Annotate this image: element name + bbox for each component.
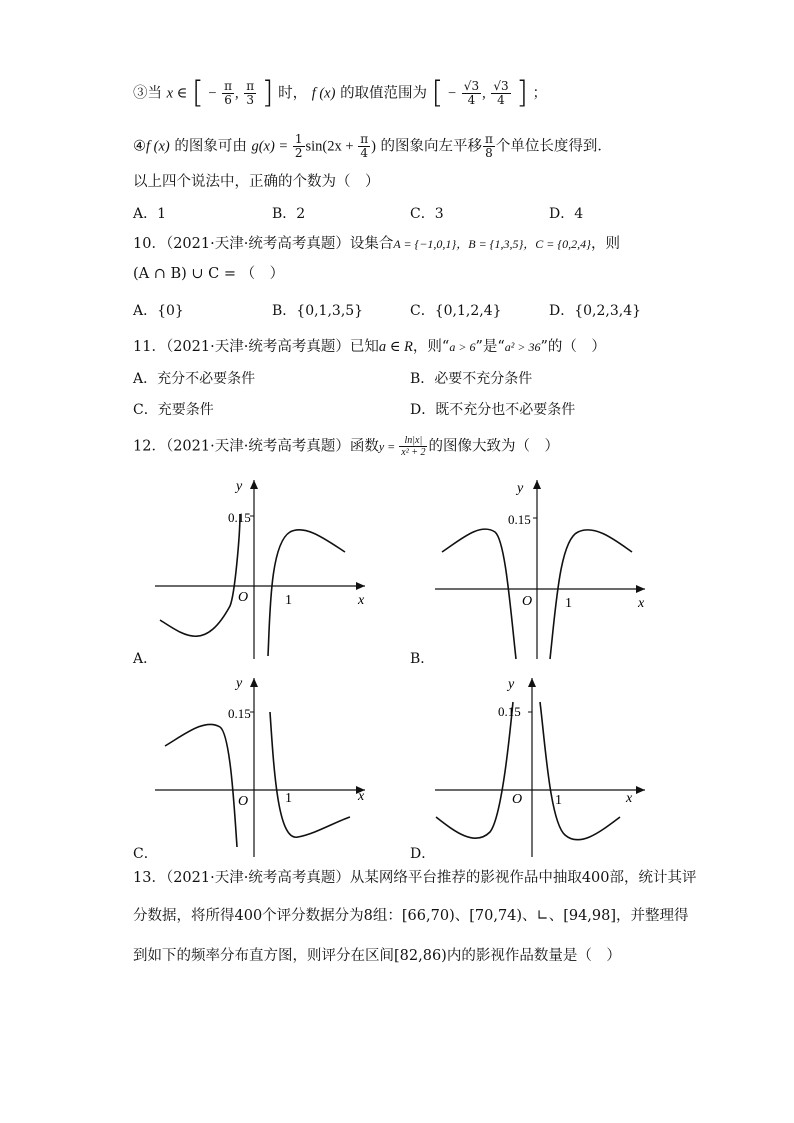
graph-c-x-label: x <box>358 789 365 804</box>
graph-d[interactable] <box>420 672 660 862</box>
graph-d-y-label: y <box>508 677 515 692</box>
graph-a[interactable] <box>140 474 380 664</box>
q12-stem: 12．（2021·天津·统考高考真题）函数y = $\frac{\ln|x|}{\text{x² + 2}}$ 的图像大致为（ ） <box>133 435 559 458</box>
q10-option-d[interactable]: D．{0,2,3,4} <box>549 303 642 319</box>
graph-b-x-label: x <box>638 596 645 611</box>
graph-a-x-tick: 1 <box>285 593 292 608</box>
graph-a-origin: O <box>238 590 249 605</box>
graph-b-y-label: y <box>517 481 524 496</box>
q13-line1: 13．（2021·天津·统考高考真题）从某网络平台推荐的影视作品中抽取400部，统计其评 <box>133 870 697 886</box>
q13-line3: 到如下的频率分布直方图，则评分在区间[82,86)内的影视作品数量是（ ） <box>133 948 621 964</box>
graph-d-x-tick: 1 <box>555 793 562 808</box>
shift-fraction: $\frac{\pi}{8}$ <box>485 132 493 160</box>
bracket-open: [ <box>192 75 204 111</box>
graph-b-x-tick: 1 <box>565 596 572 611</box>
q10-option-c[interactable]: C．{0,1,2,4} <box>410 303 502 319</box>
graph-a-y-label: y <box>236 479 243 494</box>
x-in: x ∈ <box>166 85 188 102</box>
q9-option-c[interactable]: C．3 <box>410 206 444 222</box>
graph-d-y-tick: 0.15 <box>498 704 521 719</box>
q9-option-b[interactable]: B．2 <box>272 206 306 222</box>
range-text: 的取值范围为 <box>340 85 428 102</box>
fx: f (x) <box>311 85 336 102</box>
item3-mid: 时， <box>278 85 308 102</box>
range-upper-fraction: $\frac{√3}{4}$ <box>493 79 509 107</box>
graph-d-x-label: x <box>626 791 633 806</box>
graph-c-origin: O <box>238 794 249 809</box>
graph-a-y-tick: 0.15 <box>228 510 251 525</box>
item3-prefix: ③当 <box>133 85 162 102</box>
graph-b-y-tick: 0.15 <box>508 512 531 527</box>
q10-option-b[interactable]: B．{0,1,3,5} <box>272 303 364 319</box>
pi-over-4: $\frac{\pi}{4}$ <box>360 132 369 160</box>
q9-option-a[interactable]: A．1 <box>133 206 167 222</box>
graph-b-origin: O <box>522 594 533 609</box>
graph-b[interactable] <box>420 474 660 664</box>
q9-option-d[interactable]: D．4 <box>549 206 584 222</box>
q11-option-a[interactable]: A．充分不必要条件 <box>133 371 256 387</box>
range-lower-fraction: $\frac{√3}{4}$ <box>463 79 480 107</box>
q11-option-d[interactable]: D．既不充分也不必要条件 <box>410 402 576 418</box>
graph-c-y-tick: 0.15 <box>228 706 251 721</box>
graph-b-label[interactable]: B． <box>410 651 435 667</box>
function-fraction: $\frac{\ln|x|}{\text{x² + 2}}$ <box>401 435 426 458</box>
graph-a-x-label: x <box>358 593 365 608</box>
half-fraction: $\frac{1}{2}$ <box>294 132 303 160</box>
graph-a-label[interactable]: A． <box>133 651 158 667</box>
graph-c[interactable] <box>140 672 380 862</box>
graph-c-x-tick: 1 <box>285 791 292 806</box>
q10-option-a[interactable]: A．{0} <box>133 303 184 319</box>
upper-bound-fraction: $\frac{\pi}{3}$ <box>246 79 255 107</box>
q10-expr: (A ∩ B) ∪ C = （ ） <box>133 266 285 282</box>
q11-stem: 11．（2021·天津·统考高考真题）已知a ∈ R，则“a > 6”是“a² > 36”的（ ） <box>133 339 606 355</box>
q13-line2: 分数据，将所得400个评分数据分为8组：[66,70)、[70,74)、∟、[94,98]，并整理得 <box>133 908 689 924</box>
q11-option-c[interactable]: C．充要条件 <box>133 402 214 418</box>
q9-item4: ④f (x) 的图象可由 g(x) = $\frac{1}{2}$ sin(2x + $\frac{\pi}{4}$ ) 的图象向左平移 $\frac{\pi}{8}$ 个单位长度得到． <box>133 132 612 160</box>
q11-option-b[interactable]: B．必要不充分条件 <box>410 371 533 387</box>
graph-d-origin: O <box>512 792 523 807</box>
q9-summary: 以上四个说法中，正确的个数为（ ） <box>133 174 380 190</box>
lower-bound-fraction: $\frac{\pi}{6}$ <box>224 79 233 107</box>
graph-d-label[interactable]: D． <box>410 846 436 862</box>
q10-stem: 10．（2021·天津·统考高考真题）设集合A = {−1,0,1}，B = {1,3,5}，C = {0,2,4}，则 <box>133 236 620 252</box>
graph-c-label[interactable]: C． <box>133 846 158 862</box>
graph-c-y-label: y <box>236 676 243 691</box>
q9-item3: ③当 x ∈ [ − $\frac{\pi}{6}$ , $\frac{\pi}{3}$ ] 时， f (x) 的取值范围为 [ − $\frac{√3}{4}$ , $\frac{√3}{4}$ ] ； <box>133 75 548 111</box>
